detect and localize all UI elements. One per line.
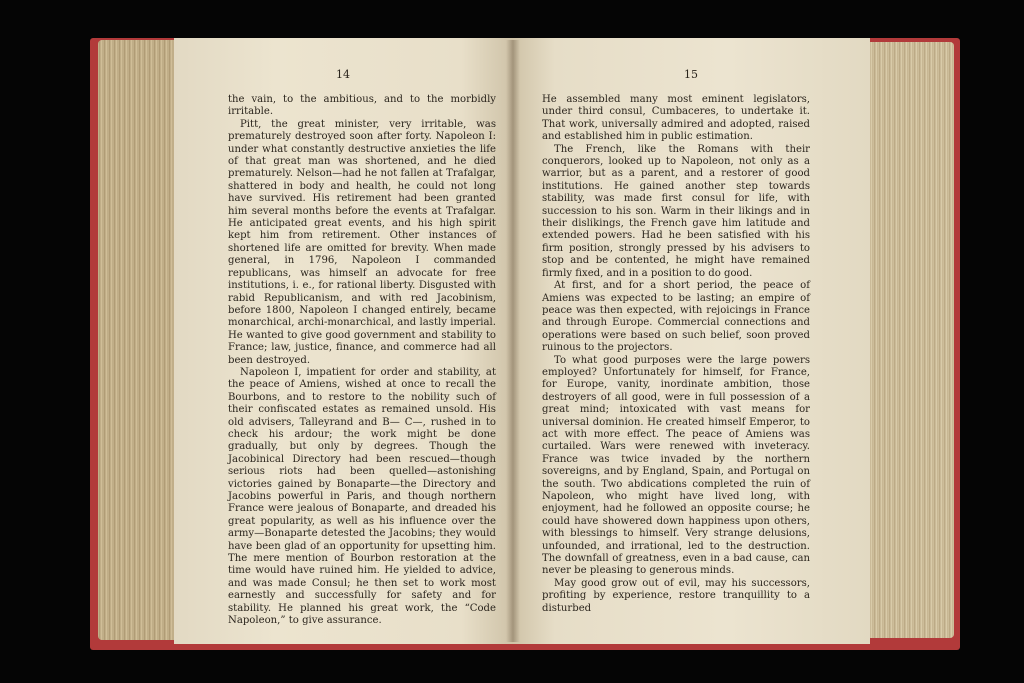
page-edges-left [98,40,174,640]
page-text [228,94,496,627]
paragraph: the vain, to the ambitious, and to the morbidly irritable. [228,94,496,118]
paragraph: Napoleon I, impatient for order and stability, at the peace of Amiens, wished at once to recall the Bourbons, and to restore to the nobility such of their confiscated estates as remained unsold. His old advisers, Talleyrand and B— C—, rushed in to check his ardour; the work might be done gradually, but only by degrees. Though the Jacobinical Directory had been rescued—though serious riots had been quelled—astonishing victories gained by Bonaparte—the Directory and Jacobins powerful in Paris, and though northern France were jealous of Bonaparte, and dreaded his great popularity, as well as his influence over the army—Bonaparte detested the Jacobins; they would have been glad of an opportunity for upsetting him. The mere mention of Bourbon restoration at the time would have ruined him. He yielded to advice, and was made Consul; he then set to work most earnestly and successfully for safety and for stability. He planned his great work, the “Code Napoleon,” to give assurance. [228,366,496,627]
page-number: 15 [684,68,698,81]
book-gutter [506,40,520,642]
page-edges-right [868,42,954,638]
paragraph: At first, and for a short period, the peace of Amiens was expected to be lasting; an empire of peace was then expected, with rejoicings in France and through Europe. Commercial connections and operations were based on such belief, soon proved ruinous to the projectors. [542,280,810,354]
paragraph: May good grow out of evil, may his successors, profiting by experience, restore tranquillity to a disturbed [542,577,810,614]
paragraph: The French, like the Romans with their conquerors, looked up to Napoleon, not only as a warrior, but as a parent, and a restorer of good institutions. He gained another step towards stability, was made first consul for life, with succession to his son. Warm in their likings and in their dislikings, the French gave him latitude and extended powers. Had he been satisfied with his firm position, strongly pressed by his advisers to stop and be contented, he might have remained firmly fixed, and in a position to do good. [542,143,810,279]
paragraph: He assembled many most eminent legislators, under third consul, Cumbaceres, to undertake it. That work, universally admired and adopted, raised and established him in public estimation. [542,94,810,143]
right-page [512,38,870,644]
page-number: 14 [336,68,350,81]
page-text [542,94,810,615]
paragraph: Pitt, the great minister, very irritable, was prematurely destroyed soon after forty. Napoleon I: under what constantly destructive anxieties the life of that great man was shortened, and he died prematurely. Nelson—had he not fallen at Trafalgar, shattered in body and health, he could not long have survived. His retirement had been granted him several months before the events at Trafalgar. He anticipated great events, and his high spirit kept him from retirement. Other instances of shortened life are omitted for brevity. When made general, in 1796, Napoleon I commanded republicans, was himself an advocate for free institutions, i. e., for rational liberty. Disgusted with rabid Republicanism, and with red Jacobinism, before 1800, Napoleon I changed entirely, became monarchical, archi-monarchical, and lastly imperial. He wanted to give good government and stability to France; law, justice, finance, and commerce had all been destroyed. [228,118,496,366]
paragraph: To what good purposes were the large powers employed? Unfortunately for himself, for France, for Europe, vanity, inordinate ambition, those destroyers of all good, were in full possession of a great mind; intoxicated with vast means for universal dominion. He created himself Emperor, to act with more effect. The peace of Amiens was curtailed. Wars were renewed with inveteracy. France was twice invaded by the northern sovereigns, and by England, Spain, and Portugal on the south. Two abdications completed the ruin of Napoleon, who might have lived long, with enjoyment, had he followed an opposite course; he could have showered down happiness upon others, with blessings to himself. Very strange delusions, unfounded, and irrational, led to the destruction. The downfall of greatness, even in a bad cause, can never be pleasing to generous minds. [542,354,810,577]
left-page [174,38,512,644]
